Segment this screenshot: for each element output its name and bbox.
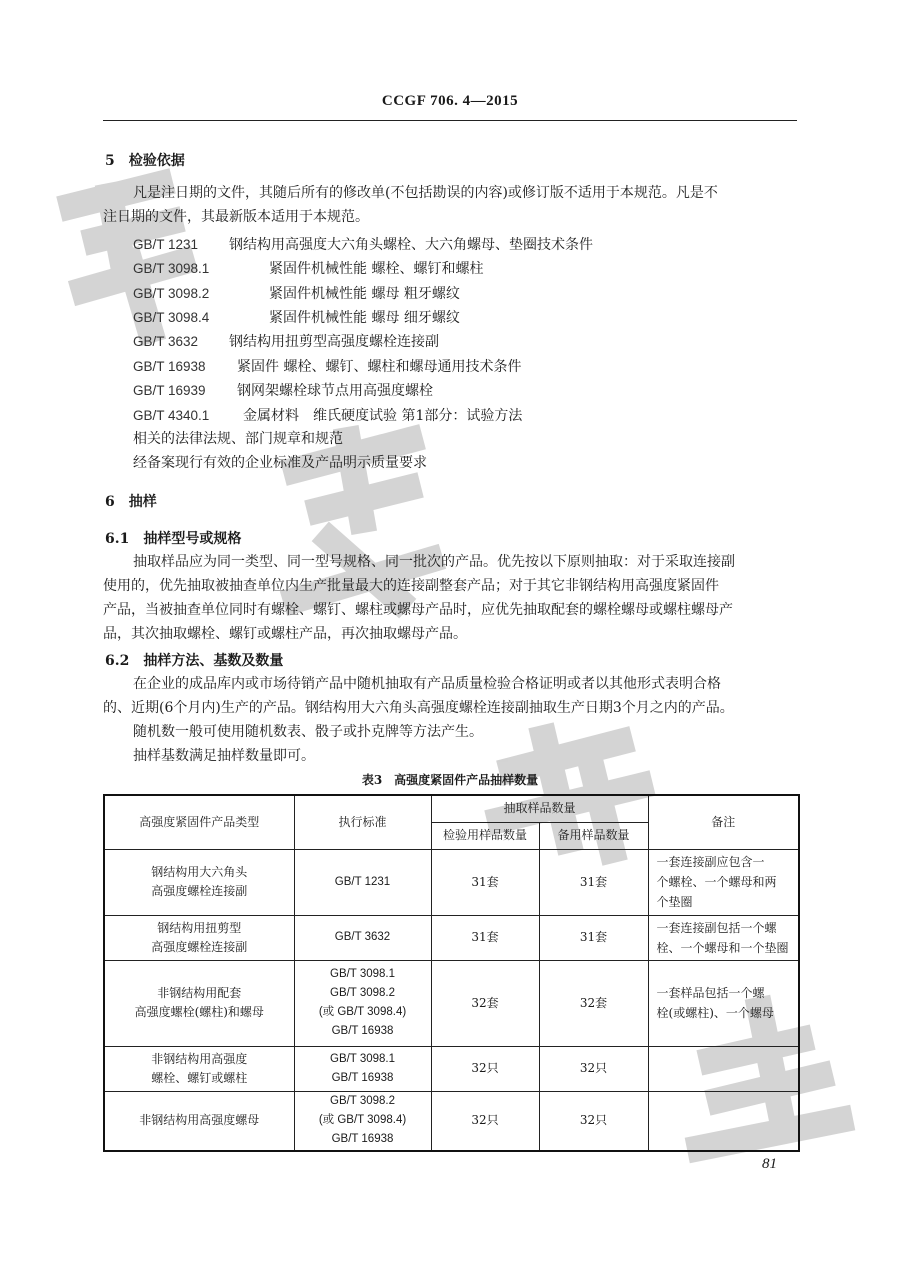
section-6-2-line: 的、近期(6个月内)生产的产品。钢结构用大六角头高强度螺栓连接副抽取生产日期3个月之内的产品。 [103,700,734,716]
section-6-2-line: 抽样基数满足抽样数量即可。 [133,748,315,764]
cell-product-type: 非钢结构用配套 高强度螺栓(螺柱)和螺母 [104,960,294,1046]
section-6-1-line: 品，其次抽取螺栓、螺钉或螺柱产品，再次抽取螺母产品。 [103,626,467,642]
reference-item: GB/T 16938 紧固件 螺栓、螺钉、螺柱和螺母通用技术条件 [133,359,522,375]
header-test-quantity: 检验用样品数量 [431,822,539,849]
cell-product-type: 非钢结构用高强度螺母 [104,1091,294,1151]
cell-test-quantity: 32只 [431,1091,539,1151]
cell-remark [648,1046,799,1091]
reference-item: GB/T 1231 钢结构用高强度大六角头螺栓、大六角螺母、垫圈技术条件 [133,237,593,253]
reference-extra-laws: 相关的法律法规、部门规章和规范 [133,431,343,447]
header-standard: 执行标准 [294,795,431,849]
table-row [104,960,799,1046]
section-6-1-line: 使用的，优先抽取被抽查单位内生产批量最大的连接副整套产品；对于其它非钢结构用高强度紧固件 [103,578,719,594]
cell-product-type: 钢结构用大六角头 高强度螺栓连接副 [104,849,294,915]
section-5-title: 5 检验依据 [105,153,185,169]
section-6-1-line: 抽取样品应为同一类型、同一型号规格、同一批次的产品。优先按以下原则抽取：对于采取连接副 [133,554,735,570]
header-remark: 备注 [648,795,799,849]
table-3-caption: 表3 高强度紧固件产品抽样数量 [361,773,539,787]
reference-extra-enterprise: 经备案现行有效的企业标准及产品明示质量要求 [133,455,427,471]
reference-item: GB/T 3098.1 紧固件机械性能 螺栓、螺钉和螺柱 [133,261,484,277]
cell-standard: GB/T 3098.2 (或 GB/T 3098.4) GB/T 16938 [294,1091,431,1151]
cell-product-type: 非钢结构用高强度 螺栓、螺钉或螺柱 [104,1046,294,1091]
cell-standard: GB/T 3632 [294,915,431,960]
reference-item: GB/T 3098.2 紧固件机械性能 螺母 粗牙螺纹 [133,286,460,302]
cell-product-type: 钢结构用扭剪型 高强度螺栓连接副 [104,915,294,960]
section-5-para-line-1: 凡是注日期的文件，其随后所有的修改单(不包括勘误的内容)或修订版不适用于本规范。凡是不 [133,185,718,201]
section-6-1-title: 6.1 抽样型号或规格 [105,531,242,547]
cell-test-quantity: 31套 [431,849,539,915]
section-6-title: 6 抽样 [105,494,157,510]
header-rule [103,120,797,121]
cell-test-quantity: 32套 [431,960,539,1046]
cell-test-quantity: 31套 [431,915,539,960]
sampling-quantity-table [103,794,800,1152]
cell-spare-quantity: 31套 [539,849,648,915]
reference-item: GB/T 3098.4 紧固件机械性能 螺母 细牙螺纹 [133,310,460,326]
cell-standard: GB/T 1231 [294,849,431,915]
section-6-2-line: 随机数一般可使用随机数表、骰子或扑克牌等方法产生。 [133,724,483,740]
table-row [104,849,799,915]
cell-standard: GB/T 3098.1 GB/T 3098.2 (或 GB/T 3098.4) GB/T 16938 [294,960,431,1046]
table-row [104,915,799,960]
cell-remark [648,1091,799,1151]
table-row [104,1091,799,1151]
cell-spare-quantity: 32套 [539,960,648,1046]
cell-test-quantity: 32只 [431,1046,539,1091]
cell-spare-quantity: 32只 [539,1091,648,1151]
header-product-type: 高强度紧固件产品类型 [104,795,294,849]
cell-spare-quantity: 31套 [539,915,648,960]
cell-remark: 一套连接副包括一个螺 栓、一个螺母和一个垫圈 [648,915,799,960]
section-6-2-line: 在企业的成品库内或市场待销产品中随机抽取有产品质量检验合格证明或者以其他形式表明合格 [133,676,721,692]
document-code-header: CCGF 706. 4—2015 [381,93,519,109]
header-spare-quantity: 备用样品数量 [539,822,648,849]
section-6-2-title: 6.2 抽样方法、基数及数量 [105,653,284,669]
cell-remark: 一套样品包括一个螺 栓(或螺柱)、一个螺母 [648,960,799,1046]
reference-item: GB/T 4340.1 金属材料 维氏硬度试验 第1部分：试验方法 [133,408,523,424]
section-5-para-line-2: 注日期的文件，其最新版本适用于本规范。 [103,209,369,225]
reference-item: GB/T 3632 钢结构用扭剪型高强度螺栓连接副 [133,334,439,350]
cell-remark: 一套连接副应包含一 个螺栓、一个螺母和两 个垫圈 [648,849,799,915]
page-number: 81 [762,1156,777,1172]
section-6-1-line: 产品，当被抽查单位同时有螺栓、螺钉、螺柱或螺母产品时，应优先抽取配套的螺栓螺母或螺柱螺母产 [103,602,733,618]
cell-standard: GB/T 3098.1 GB/T 16938 [294,1046,431,1091]
header-sample-quantity: 抽取样品数量 [431,795,648,822]
table-row [104,1046,799,1091]
reference-item: GB/T 16939 钢网架螺栓球节点用高强度螺栓 [133,383,433,399]
cell-spare-quantity: 32只 [539,1046,648,1091]
